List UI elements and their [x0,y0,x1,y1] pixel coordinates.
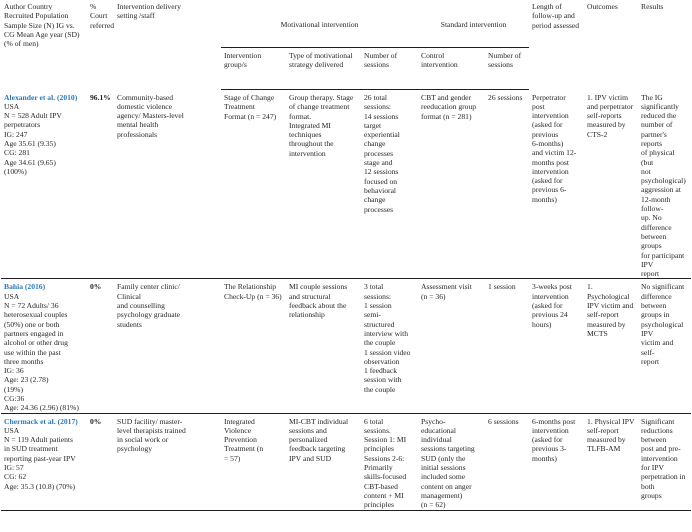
type-cell: Group therapy. Stage of change treatment format. Integrated MI techniques throughout the intervention [286,90,361,279]
header-delivery: Intervention delivery setting /staff [117,2,181,21]
study-link[interactable]: Chermack et al. (2017) [4,416,78,426]
delivery-cell: Family center clinic/ Clinical and counselling psychology graduate students [114,279,221,413]
subheader-std-sessions: Number of sessions [485,48,529,90]
results-cell: No significant difference between groups in psychological IPV victim and self- report [638,279,691,413]
delivery-cell: SUD facility/ master- level therapists trained in social work or psychology [114,413,221,510]
header-motivational: Motivational intervention [280,19,359,29]
court-cell: 0% [87,279,114,413]
header-standard: Standard intervention [440,19,507,29]
author-details: USA N = 119 Adult patients in SUD treatment reporting past-year IPV IG: 57 CG: 62 Age: 35.3 (10.8) (70%) [4,425,76,491]
type-cell: MI-CBT individual sessions and personalized feedback targeting IPV and SUD [286,413,361,510]
table-row [1,90,691,279]
delivery-cell: Community-based domestic violence agency/ Masters-level mental health professionals [114,90,221,279]
sessions-cell: 6 total sessions. Session 1: MI principles Sessions 2-6: Primarily skills-focused CBT-based content + MI principles [361,413,418,510]
sessions-cell: 3 total sessions: 1 session semi- structured interview with the couple 1 session video observation 1 feedback session with the couple [361,279,418,413]
subheader-control: Control intervention [418,48,485,90]
author-cell [1,279,87,413]
outcomes-cell: 1. IPV victim and perpetrator self-reports measured by CTS-2 [584,90,638,279]
header-length: Length of follow-up and period assessed [532,2,580,30]
header-outcomes: Outcomes [587,2,618,11]
table-row [1,279,691,413]
control-cell: Psycho- educational individual sessions targeting SUD (only the initial sessions included some content on anger management) (n = 62) [418,413,485,510]
study-link[interactable]: Bahia (2016) [4,282,46,292]
sessions-cell: 26 total sessions: 14 sessions target experiential change processes stage and 12 sessions focused on behavioral change processes [361,90,418,279]
results-cell: The IG significantly reduced the number of partner's reports of physical (but not psychological) aggression at 12-month follow- up. No difference between groups for participant IPV report [638,90,691,279]
control-sessions-cell: 26 sessions [485,90,529,279]
author-details: USA N = 72 Adults/ 36 heterosexual couples (50%) one or both partners engaged in alcohol or other drug use within the past three months IG: 36 Age: 23 (2.78) (19%) CG:36 Age: 24.36 (2.96) (81%) [4,291,79,413]
control-sessions-cell: 1 session [485,279,529,413]
author-cell [1,413,87,510]
study-link[interactable]: Alexander et al. (2010) [4,92,78,102]
header-court-referred: % Court referred [90,2,114,30]
groups-cell: Integrated Violence Prevention Treatment (n = 57) [221,413,286,510]
groups-cell: The Relationship Check-Up (n = 36) [221,279,286,413]
control-cell: CBT and gender reeducation group format (n = 281) [418,90,485,279]
table-header-row [1,0,691,48]
subheader-mot-sessions: Number of sessions [361,48,418,90]
subheader-intervention-groups: Intervention group/s [221,48,286,90]
type-cell: MI couple sessions and structural feedback about the relationship [286,279,361,413]
outcomes-cell: 1. Physical IPV self-report measured by TLFB-AM [584,413,638,510]
author-cell [1,90,87,279]
court-cell: 96.1% [87,90,114,279]
groups-cell: Stage of Change Treatment Format (n = 247) [221,90,286,279]
court-cell: 0% [87,413,114,510]
control-cell: Assessment visit (n = 36) [418,279,485,413]
results-cell: Significant reductions between post and pre- intervention for IPV perpetration in both groups [638,413,691,510]
control-sessions-cell: 6 sessions [485,413,529,510]
studies-table [1,0,691,511]
length-cell: 3-weeks post intervention (asked for previous 24 hours) [529,279,584,413]
outcomes-cell: 1. Psychological IPV victim and self-report measured by MCTS [584,279,638,413]
length-cell: Perpetrator post intervention (asked for previous 6-months) and victim 12- months post intervention (asked for previous 6- months) [529,90,584,279]
header-results: Results [641,2,664,11]
header-author: Author Country Recruited Population Sample Size (N) IG vs. CG Mean Age year (SD) (% of men) [4,2,80,49]
table-row [1,413,691,510]
author-details: USA N = 528 Adult IPV perpetrators IG: 247 Age 35.61 (9.35) CG: 281 Age 34.61 (9.65) (100%) [4,101,62,176]
subheader-strategy-type: Type of motivational strategy delivered [286,48,361,90]
length-cell: 6-months post intervention (asked for previous 3- months) [529,413,584,510]
